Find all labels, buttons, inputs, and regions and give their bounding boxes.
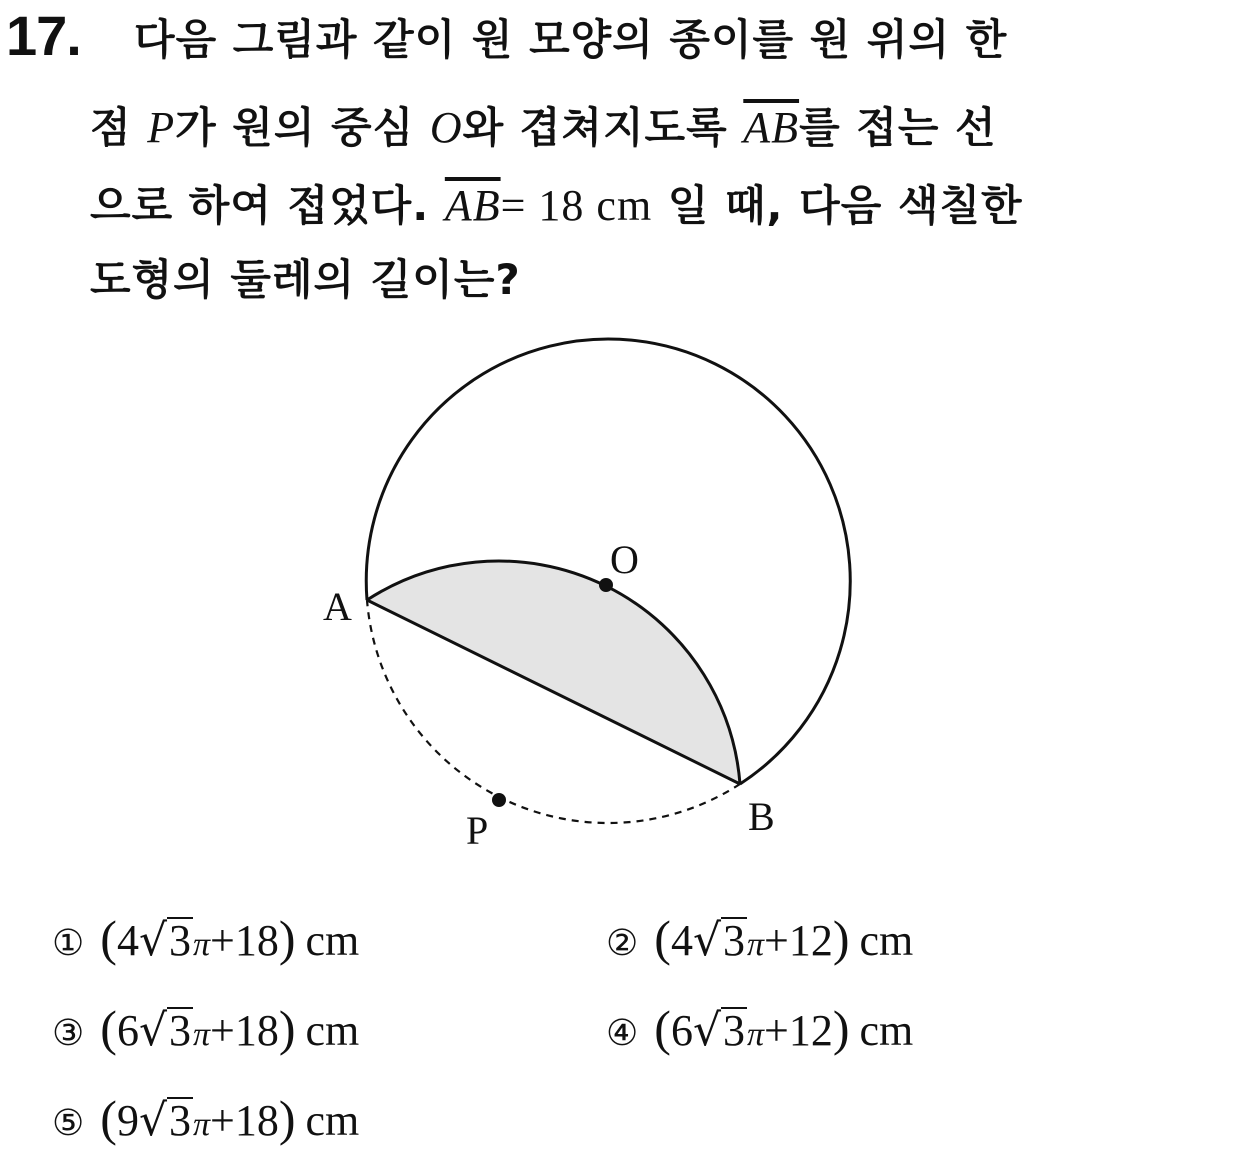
constant-term: +18 — [210, 1096, 279, 1145]
unit: cm — [859, 916, 914, 965]
radicand: 3 — [722, 916, 745, 965]
choice-3[interactable] — [52, 1000, 359, 1063]
question-text-line-4: 도형의 둘레의 길이는? — [90, 255, 521, 304]
pi-symbol: π — [192, 926, 211, 963]
paren-open: ( — [654, 1000, 671, 1056]
length-equation: = 18 cm — [500, 181, 653, 230]
segment-ab-symbol: $\overline{AB}$ — [444, 181, 501, 230]
label-b: B — [748, 794, 775, 839]
pi-symbol: π — [746, 926, 765, 963]
unit: cm — [859, 1006, 914, 1055]
coefficient: 9 — [116, 1096, 139, 1145]
label-p: P — [466, 808, 489, 853]
label-a: A — [323, 584, 352, 629]
unit: cm — [305, 1096, 360, 1145]
pi-symbol: π — [192, 1106, 211, 1143]
text-segment: 으로 하여 접었다. — [90, 181, 445, 230]
radicand: 3 — [168, 1006, 191, 1055]
coefficient: 6 — [670, 1006, 693, 1055]
paren-close: ) — [832, 910, 850, 966]
constant-term: +12 — [764, 916, 833, 965]
question-number: 17. — [6, 4, 81, 67]
choice-number: ④ — [606, 1013, 639, 1054]
coefficient: 6 — [116, 1006, 139, 1055]
question-text-line-1: 다음 그림과 같이 원 모양의 종이를 원 위의 한 — [134, 15, 1008, 64]
choice-4[interactable] — [606, 1000, 913, 1063]
sqrt-symbol: √3 — [138, 1005, 191, 1056]
constant-term: +18 — [210, 1006, 279, 1055]
choice-number: ⑤ — [52, 1103, 85, 1144]
sqrt-symbol: √3 — [692, 915, 745, 966]
paren-close: ) — [278, 910, 296, 966]
point-o-symbol: O — [429, 103, 463, 152]
paren-open: ( — [100, 910, 117, 966]
text-segment: 일 때, 다음 색칠한 — [652, 181, 1023, 230]
radicand: 3 — [168, 916, 191, 965]
paren-open: ( — [100, 1000, 117, 1056]
pi-symbol: π — [192, 1016, 211, 1053]
choice-5[interactable] — [52, 1090, 359, 1153]
text-segment: 를 접는 선 — [799, 103, 997, 152]
paren-close: ) — [278, 1000, 296, 1056]
text-segment: 가 원의 중심 — [175, 103, 430, 152]
paren-close: ) — [278, 1090, 296, 1146]
label-o: O — [610, 537, 639, 582]
choice-number: ① — [52, 923, 85, 964]
sqrt-symbol: √3 — [138, 915, 191, 966]
sqrt-symbol: √3 — [138, 1095, 191, 1146]
coefficient: 4 — [116, 916, 139, 965]
constant-term: +18 — [210, 916, 279, 965]
radicand: 3 — [168, 1096, 191, 1145]
sqrt-symbol: √3 — [692, 1005, 745, 1056]
choice-2[interactable] — [606, 910, 913, 973]
radicand: 3 — [722, 1006, 745, 1055]
choice-1[interactable] — [52, 910, 359, 973]
unit: cm — [305, 916, 360, 965]
choice-number: ③ — [52, 1013, 85, 1054]
paren-open: ( — [100, 1090, 117, 1146]
point-p — [492, 793, 506, 807]
unit: cm — [305, 1006, 360, 1055]
coefficient: 4 — [670, 916, 693, 965]
pi-symbol: π — [746, 1016, 765, 1053]
text-segment: 점 — [90, 103, 148, 152]
segment-ab-symbol: $\overline{AB}$ — [743, 103, 800, 152]
paren-close: ) — [832, 1000, 850, 1056]
point-p-symbol: P — [147, 103, 176, 152]
shaded-region — [367, 561, 740, 784]
text-segment: 와 겹쳐지도록 — [462, 103, 744, 152]
choice-number: ② — [606, 923, 639, 964]
paren-open: ( — [654, 910, 671, 966]
constant-term: +12 — [764, 1006, 833, 1055]
